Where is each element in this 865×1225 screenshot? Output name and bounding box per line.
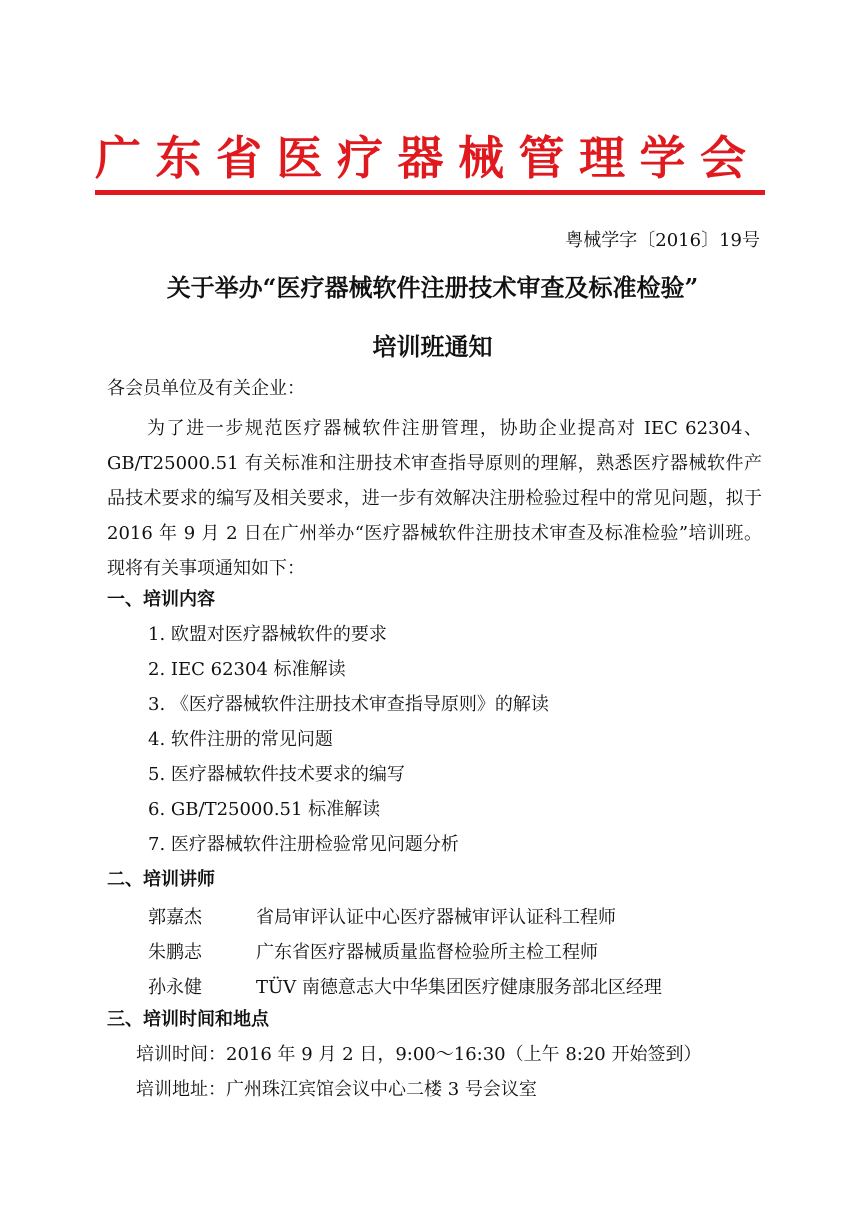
notice-title-line2: 培训班通知: [372, 332, 493, 361]
training-place: 培训地址：广州珠江宾馆会议中心二楼 3 号会议室: [136, 1079, 537, 1100]
content-item: 6. GB/T25000.51 标准解读: [148, 799, 381, 820]
content-item: 1. 欧盟对医疗器械软件的要求: [148, 624, 387, 645]
lecturer-title: 广东省医疗器械质量监督检验所主检工程师: [256, 942, 598, 963]
lecturer-title: 省局审评认证中心医疗器械审评认证科工程师: [256, 907, 616, 928]
intro-paragraph: 为了进一步规范医疗器械软件注册管理，协助企业提高对 IEC 62304、GB/T25000.51 有关标准和注册技术审查指导原则的理解，熟悉医疗器械软件产品技术要求的编写及相关要求，进一步有效解决注册检验过程中的常见问题，拟于 2016 年 9 月 2 日在广州举办“医疗器械软件注册技术审查及标准检验”培训班。现将有关事项通知如下：: [107, 418, 762, 579]
header-red-rule: [95, 190, 765, 195]
training-time: 培训时间：2016 年 9 月 2 日，9:00～16:30（上午 8:20 开始签到）: [136, 1044, 702, 1065]
lecturer-title: TÜV 南德意志大中华集团医疗健康服务部北区经理: [256, 977, 662, 998]
organization-title: 广东省医疗器械管理学会: [95, 131, 761, 185]
section2-heading: 二、培训讲师: [107, 869, 215, 890]
content-item: 5. 医疗器械软件技术要求的编写: [148, 764, 405, 785]
lecturer-name: 朱鹏志: [148, 942, 202, 963]
lecturer-name: 郭嘉杰: [148, 907, 202, 928]
content-item: 7. 医疗器械软件注册检验常见问题分析: [148, 834, 459, 855]
content-item: 4. 软件注册的常见问题: [148, 729, 333, 750]
document-number: 粤械学字〔2016〕19号: [565, 230, 760, 251]
content-item: 3. 《医疗器械软件注册技术审查指导原则》的解读: [148, 694, 549, 715]
section1-heading: 一、培训内容: [107, 589, 215, 610]
lecturer-name: 孙永健: [148, 977, 202, 998]
notice-title-line1: 关于举办“医疗器械软件注册技术审查及标准检验”: [166, 273, 699, 302]
content-item: 2. IEC 62304 标准解读: [148, 659, 346, 680]
salutation: 各会员单位及有关企业：: [107, 378, 305, 399]
section3-heading: 三、培训时间和地点: [107, 1009, 269, 1030]
